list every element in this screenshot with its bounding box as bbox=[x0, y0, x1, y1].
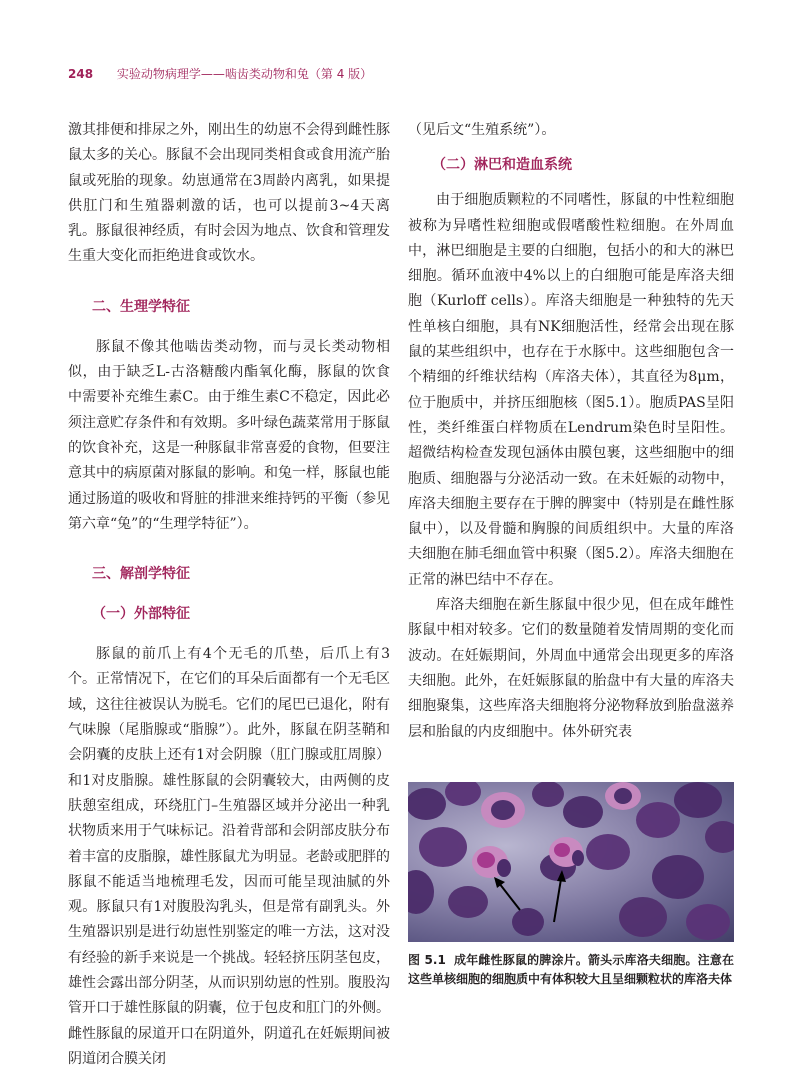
lymph-paragraph-1: 由于细胞质颗粒的不同嗜性，豚鼠的中性粒细胞被称为异嗜性粒细胞或假嗜酸性粒细胞。在外周血中，淋巴细胞是主要的白细胞，包括小的和大的淋巴细胞。循环血液中4%以上的白细胞可能是库洛夫细胞（Kurloff cells）。库洛夫细胞是一种独特的先天性单核白细胞，具有NK细胞活性，经常会出现在豚鼠的某些组织中，也存在于水豚中。这些细胞包含一个精细的纤维状结构（库洛夫体），其直径为8μm，位于胞质中，并挤压细胞核（图5.1）。胞质PAS呈阳性，类纤维蛋白样物质在Lendrum染色时呈阳性。超微结构检查发现包涵体由膜包裹，这些细胞中的细胞质、细胞器与分泌活动一致。在未妊娠的动物中，库洛夫细胞主要存在于脾的脾窦中（特别是在雌性豚鼠中），以及骨髓和胸腺的间质组织中。大量的库洛夫细胞在肺毛细血管中积聚（图5.2）。库洛夫细胞在正常的淋巴结中不存在。 bbox=[408, 192, 734, 588]
book-title: 实验动物病理学——啮齿类动物和兔（第 4 版） bbox=[116, 67, 373, 81]
figure-micrograph bbox=[408, 782, 734, 942]
physiology-paragraph: 豚鼠不像其他啮齿类动物，而与灵长类动物相似，由于缺乏L-古洛糖酸内酯氧化酶，豚鼠的饮食中需要补充维生素C。由于维生素C不稳定，因此必须注意贮存条件和有效期。多叶绿色蔬菜常用于豚鼠的饮食补充，这是一种豚鼠非常喜爱的食物，但要注意其中的病原菌对豚鼠的影响。和兔一样，豚鼠也能通过肠道的吸收和肾脏的排泄来维持钙的平衡（参见第六章“兔”的“生理学特征”）。 bbox=[68, 338, 390, 532]
left-continued-paragraph: 激其排便和排尿之外，刚出生的幼崽不会得到雌性豚鼠太多的关心。豚鼠不会出现同类相食或食用流产胎鼠或死胎的现象。幼崽通常在3周龄内离乳，如果提供肛门和生殖器刺激的话，也可以提前3~4天离乳。豚鼠很神经质，有时会因为地点、饮食和管理发生重大变化而拒绝进食或饮水。 bbox=[68, 122, 390, 265]
lymph-paragraph-2: 库洛夫细胞在新生豚鼠中很少见，但在成年雌性豚鼠中相对较多。它们的数量随着发情周期的变化而波动。在妊娠期间，外周血中通常会出现更多的库洛夫细胞。此外，在妊娠豚鼠的胎盘中有大量的库洛夫细胞聚集，这些库洛夫细胞将分泌物释放到胎盘滋养层和胎鼠的内皮细胞中。体外研究表 bbox=[408, 597, 734, 740]
external-features-paragraph: 豚鼠的前爪上有4个无毛的爪垫，后爪上有3个。正常情况下，在它们的耳朵后面都有一个无毛区域，这往往被误认为脱毛。它们的尾巴已退化，附有气味腺（尾脂腺或“脂腺”）。此外，豚鼠在阴茎鞘和会阴囊的皮肤上还有1对会阴腺（肛门腺或肛周腺）和1对皮脂腺。雄性豚鼠的会阴囊较大，由两侧的皮肤憩室组成，环绕肛门–生殖器区域并分泌出一种乳状物质来用于气味标记。沿着背部和会阴部皮肤分布着丰富的皮脂腺，雄性豚鼠尤为明显。老龄或肥胖的豚鼠不能适当地梳理毛发，因而可能呈现油腻的外观。豚鼠只有1对腹股沟乳头，但是常有副乳头。外生殖器识别是进行幼崽性别鉴定的唯一方法，这对没有经验的新手来说是一个挑战。轻轻挤压阴茎包皮，雄性会露出部分阴茎，从而识别幼崽的性别。腹股沟管开口于雄性豚鼠的阴囊，位于包皮和肛门的外侧。雌性豚鼠的尿道开口在阴道外，阴道孔在妊娠期间被阴道闭合膜关闭 bbox=[68, 646, 390, 1067]
arrow-left bbox=[494, 877, 520, 910]
right-column bbox=[408, 118, 734, 745]
kurloff-cell-left bbox=[472, 846, 511, 878]
subsection-lymph-title: （二）淋巴和造血系统 bbox=[432, 157, 572, 174]
right-continued-paragraph: （见后文“生殖系统”）。 bbox=[408, 122, 556, 138]
subsection-external-title: （一）外部特征 bbox=[92, 606, 190, 623]
section-physiology-title: 二、生理学特征 bbox=[92, 298, 190, 315]
section-anatomy-title: 三、解剖学特征 bbox=[92, 566, 190, 583]
figure-caption-text: 成年雌性豚鼠的脾涂片。箭头示库洛夫细胞。注意在这些单核细胞的细胞质中有体积较大且呈细颗粒状的库洛夫体 bbox=[408, 953, 734, 986]
figure-label: 图 5.1 bbox=[408, 953, 446, 967]
page-number: 248 bbox=[68, 67, 94, 81]
figure-caption bbox=[408, 951, 734, 989]
kurloff-cell-right bbox=[549, 837, 584, 867]
spleen-smear-image bbox=[408, 782, 734, 942]
left-column bbox=[68, 118, 390, 1072]
running-header bbox=[68, 65, 668, 82]
